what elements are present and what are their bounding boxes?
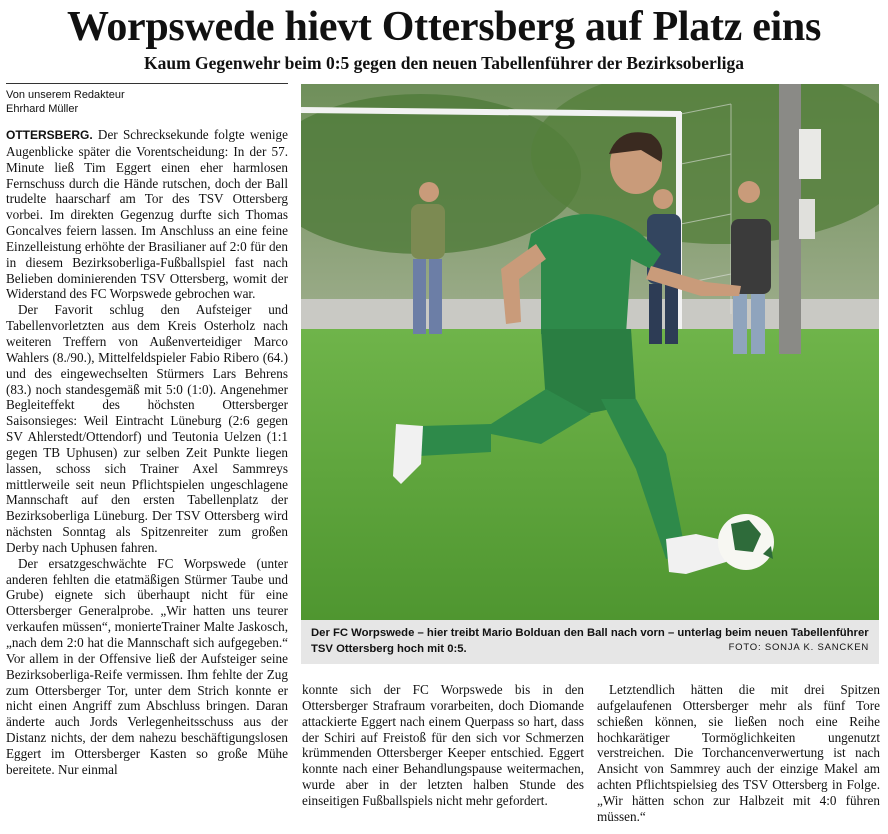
paragraph-2: Der Favorit schlug den Aufsteiger und Tabellenvorletzten aus dem Kreis Osterholz nach weiteren Treffern von Außenverteidiger Marco Wahlers (8./90.), Mittelfeldspieler Fabio Ribero (64.) und des eingewechselten Stürmers Lars Behrens (83.) noch standesgemäß mit 5:0 (1:0). Angenehmer Begleiteffekt des höchsten Ottersberger Saisonsieges: Weil Eintracht Lüneburg (2:6 gegen SV Ahlerstedt/Ottendorf) und Teutonia Uelzen (1:1 gegen TB Uphusen) zur selben Zeit Punkte liegen lassen, schoss sich Trainer Axel Sammreys mittlerweile seit neun Pflichtspielen ungeschlagene Mannschaft auf den ersten Tabellenplatz der Bezirksoberliga Lüneburg. Der TSV Ottersberg wird nächsten Sonntag als Spitzenreiter zum großen Derby nach Uphusen fahren. bbox=[6, 302, 288, 555]
photo-caption: Der FC Worpswede – hier treibt Mario Bolduan den Ball nach vorn – unterlag beim neuen Tabellenführer TSV Ottersberg hoch mit 0:5. bbox=[311, 627, 869, 655]
column-1 bbox=[6, 127, 288, 778]
paragraph-4: konnte sich der FC Worpswede bis in den Ottersberger Strafraum vorarbeiten, doch Diomande attackierte Eggert nach einem Querpass so hart, dass der Schiri auf Freistoß für den sich vor Schmerzen krümmenden Ottersberger Keeper entschied. Eggert konnte nach einer Behandlungspause weitermachen, wurde aber in der letzten halben Stunde des einseitigen Fußballspiels nicht mehr gefordert. bbox=[302, 682, 584, 808]
football bbox=[718, 514, 774, 570]
match-photo bbox=[301, 84, 879, 620]
photo-illustration bbox=[301, 84, 879, 620]
photo-credit: FOTO: SONJA K. SANCKEN bbox=[728, 642, 869, 653]
paragraph-1 bbox=[6, 127, 288, 302]
pole bbox=[779, 84, 801, 354]
paragraph-3: Der ersatzgeschwächte FC Worpswede (unter anderen fehlten die etatmäßigen Stürmer Taube und Grube) eignete sich überhaupt nicht für eine Ottersberger Generalprobe. „Wir hatten uns teurer verkaufen müssen“, monierteTrainer Malte Jaskosch, „nach dem 2:0 hat die Mannschaft sich aufgegeben.“ Vor allem in der Offensive ließ der Aufsteiger seine Bezirksoberliga-Reife vermissen. Ihm fehlte der Zug zum Ottersberger Tor, unter dem Strich konnte er nicht einen Angriff zum Abschluss bringen. Daran änderte auch Jords Verlegenheitsschuss aus der Distanz nichts, der dem nahezu beschäftigungslosen Eggert im Ottersberger Kasten so große Mühe bereitete. Nur einmal bbox=[6, 555, 288, 777]
column-2 bbox=[302, 682, 584, 809]
byline-line-1: Von unserem Redakteur bbox=[6, 89, 125, 101]
column-3 bbox=[597, 682, 880, 825]
byline-line-2: Ehrhard Müller bbox=[6, 103, 79, 115]
paragraph-5: Letztendlich hätten die mit drei Spitzen aufgelaufenen Ottersberger mehr als fünf Tore schießen können, sie ließen noch eine Reihe hochkarätiger Tormöglichkeiten ungenutzt verstreichen. Die Torchancenverwertung ist nach Ansicht von Sammrey auch der einzige Makel am achten Pflichtspielsieg des TSV Ottersberg in Folge. „Wir hätten schon zur Halbzeit mit 4:0 führen müssen.“ bbox=[597, 682, 880, 824]
paragraph-1-text: Der Schrecksekunde folgte wenige Augenblicke später die Vorentscheidung: In der 57. Minute ließ Tim Eggert einen eher harmlosen Fernschuss durch die Hände rutschen, doch der Ball trudelte haarscharf am Tor des TSV Ottersberg vorbei. Im direkten Gegenzug durfte sich Thomas Goncalves feiern lassen. Im Anschluss an eine feine Einzelleistung erhöhte der Brasilianer auf 2:0 für den in diesem Bezirksoberliga-Fußballspiel fast nach Belieben dominierenden TSV Ottersberg, womit der Widerstand des FC Worpswede gebrochen war. bbox=[6, 127, 288, 302]
subheadline: Kaum Gegenwehr beim 0:5 gegen den neuen Tabellenführer der Bezirksoberliga bbox=[143, 53, 745, 73]
photo-caption-box bbox=[301, 620, 879, 664]
dateline: OTTERSBERG. bbox=[6, 128, 93, 142]
byline bbox=[6, 88, 288, 116]
headline: Worpswede hievt Ottersberg auf Platz eins bbox=[66, 4, 822, 50]
byline-rule bbox=[6, 83, 288, 84]
